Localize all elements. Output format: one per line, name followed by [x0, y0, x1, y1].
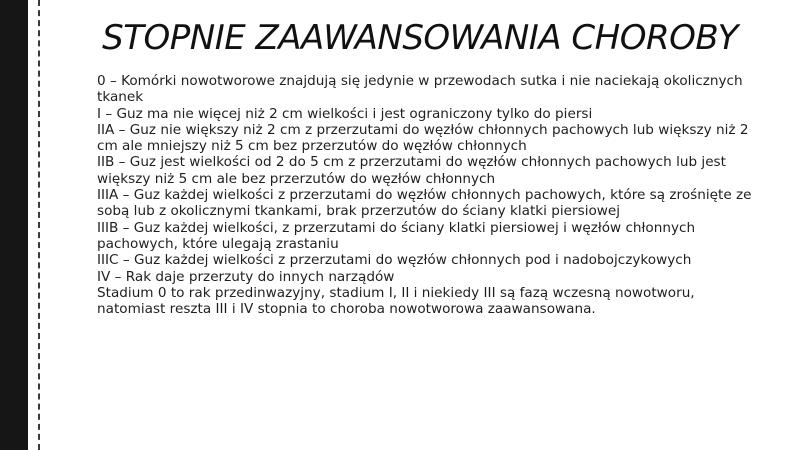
slide-title: STOPNIE ZAAWANSOWANIA CHOROBY: [102, 18, 738, 58]
decorative-left-bar: [0, 0, 28, 450]
stage-2b-text: IIB – Guz jest wielkości od 2 do 5 cm z przerzutami do węzłów chłonnych pachowych lub jest większy niż 5 cm ale bez przerzutów do węzłów chłonnych: [97, 154, 726, 187]
stage-1-text: I – Guz ma nie więcej niż 2 cm wielkości i jest ograniczony tylko do piersi: [97, 105, 593, 122]
decorative-dashed-line: [38, 0, 40, 450]
stage-4-text: IV – Rak daje przerzuty do innych narządów: [97, 268, 395, 285]
stage-3a-text: IIIA – Guz każdej wielkości z przerzutami do węzłów chłonnych pachowych, które są zrośnięte ze sobą lub z okolicznymi tkankami, brak przerzutów do ściany klatki piersiowej: [97, 187, 752, 220]
stage-2a-text: IIA – Guz nie większy niż 2 cm z przerzutami do węzłów chłonnych pachowych lub większy niż 2 cm ale mniejszy niż 5 cm bez przerzutów do węzłów chłonnych: [97, 121, 749, 155]
stage-3c-text: IIIC – Guz każdej wielkości z przerzutami do węzłów chłonnych pod i nadobojczykowych: [97, 252, 692, 269]
slide-body: [97, 73, 757, 317]
stage-3b-text: IIIB – Guz każdej wielkości, z przerzutami do ściany klatki piersiowej i węzłów chłonnych pachowych, które ulegają zrastaniu: [97, 219, 696, 252]
stage-0-text: 0 – Komórki nowotworowe znajdują się jedynie w przewodach sutka i nie naciekają okolicznych tkanek: [97, 73, 743, 106]
summary-text: Stadium 0 to rak przedinwazyjny, stadium I, II i niekiedy III są fazą wczesną nowotworu, natomiast reszta III i IV stopnia to choroba nowotworowa zaawansowana.: [97, 284, 695, 318]
